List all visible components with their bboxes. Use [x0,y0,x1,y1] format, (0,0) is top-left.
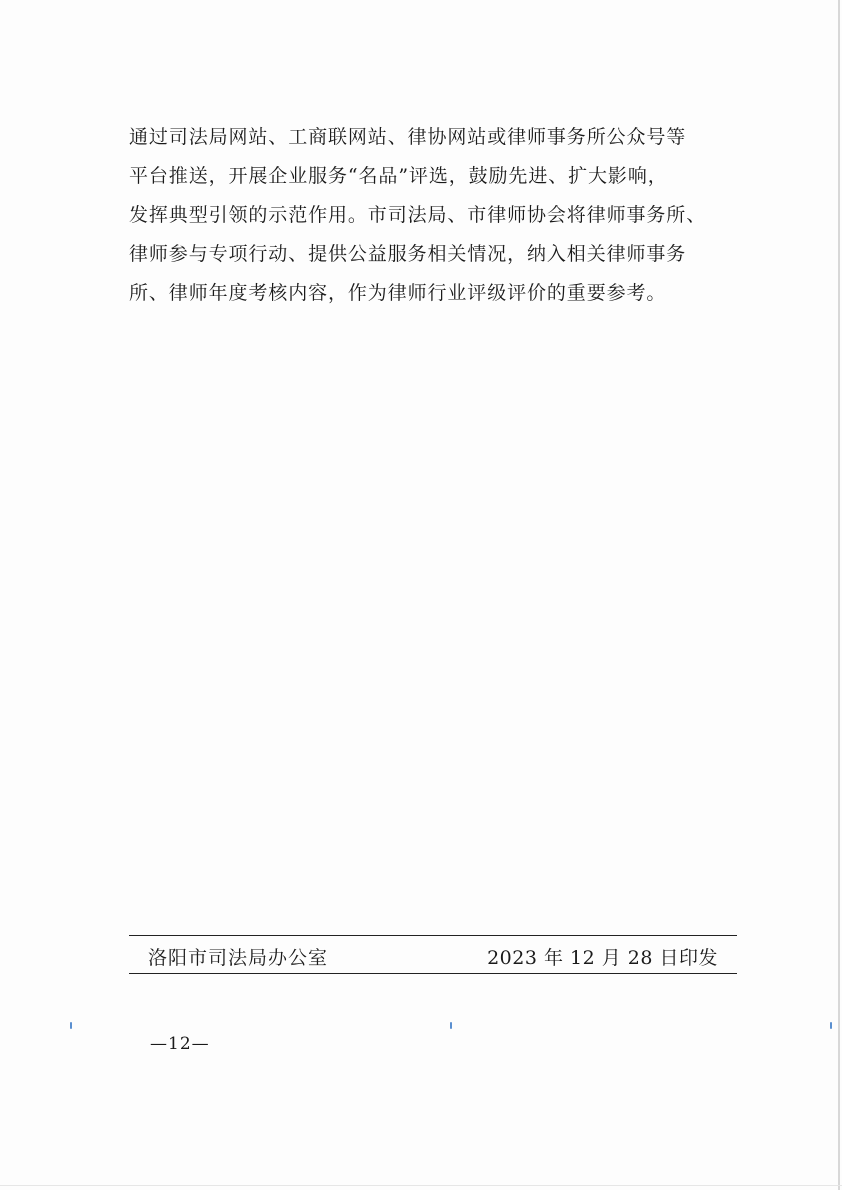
body-line: 所、律师年度考核内容，作为律师行业评级评价的重要参考。 [129,282,667,304]
imprint-organization: 洛阳市司法局办公室 [148,947,329,969]
body-paragraph [129,118,741,313]
imprint-bottom-rule [129,973,737,974]
imprint-top-rule [129,935,737,936]
page-number: —12— [150,1034,210,1054]
imprint-date: 2023 年 12 月 28 日印发 [487,947,718,969]
scan-edge [838,0,840,1190]
scan-mark [830,1022,832,1029]
scan-mark [70,1022,72,1029]
body-line: 律师参与专项行动、提供公益服务相关情况，纳入相关律师事务 [129,243,687,265]
body-line: 通过司法局网站、工商联网站、律协网站或律师事务所公众号等 [129,126,687,148]
body-line: 发挥典型引领的示范作用。市司法局、市律师协会将律师事务所、 [129,204,707,226]
scan-edge [0,1185,842,1186]
body-line: 平台推送，开展企业服务“名品”评选，鼓励先进、扩大影响， [129,165,668,187]
scan-mark [450,1022,452,1029]
